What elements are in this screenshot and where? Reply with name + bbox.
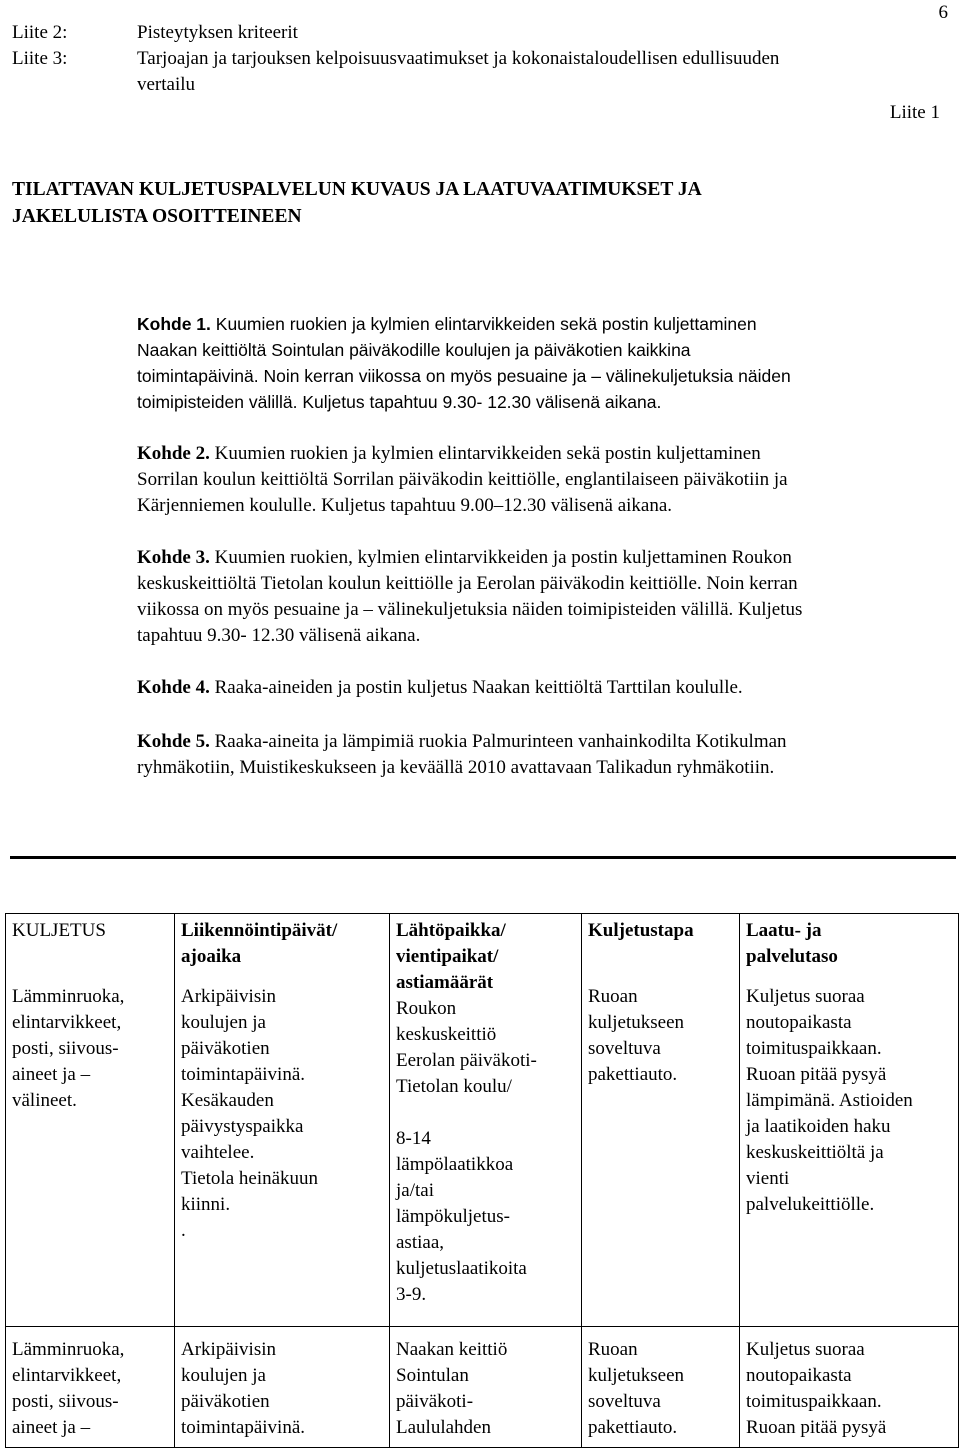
kohde-3-label: Kohde 3. [137, 547, 210, 568]
kuljetustapa-cell: Ruoan kuljetukseen soveltuva pakettiauto. [588, 1339, 685, 1438]
kohde-2-line1 [137, 441, 761, 467]
kohde-4-label: Kohde 4. [137, 677, 210, 698]
kohde-4-text-line1: Raaka-aineiden ja postin kuljetus Naakan keittiöltä Tarttilan koululle. [209, 677, 743, 698]
liite3-label: Liite 3: [12, 48, 68, 69]
table-cell [390, 1327, 582, 1448]
table-cell [582, 1327, 740, 1448]
column-header-laatu: Laatu- ja palvelutaso [746, 920, 838, 967]
kohde-2-text-line1: Kuumien ruokien ja kylmien elintarvikkeiden sekä postin kuljettaminen [209, 443, 761, 464]
kohde-5-label: Kohde 5. [137, 731, 210, 752]
document-title-line1: TILATTAVAN KULJETUSPALVELUN KUVAUS JA LAATUVAATIMUKSET JA [12, 179, 702, 200]
kohde-2-label: Kohde 2. [137, 443, 210, 464]
page-number: 6 [938, 2, 948, 23]
table-cell [175, 1327, 390, 1448]
kohde-1-text-line1: Kuumien ruokien ja kylmien elintarvikkeiden sekä postin kuljettaminen [210, 314, 757, 334]
liite3-text-line1: Tarjoajan ja tarjouksen kelpoisuusvaatimukset ja kokonaistaloudellisen edullisuuden [137, 48, 780, 69]
table-cell [6, 1327, 175, 1448]
kohde-2-text-line3: Kärjenniemen koululle. Kuljetus tapahtuu 9.00–12.30 välisenä aikana. [137, 495, 673, 516]
liite2-label: Liite 2: [12, 22, 68, 43]
kohde-1-text-line4: toimipisteiden välillä. Kuljetus tapahtuu 9.30- 12.30 välisenä aikana. [137, 392, 662, 412]
kohde-2-text-line2: Sorrilan koulun keittiöltä Sorrilan päiväkodin keittiölle, englantilaiseen päiväkotiin ja [137, 469, 788, 490]
kohde-3-text-line4: tapahtuu 9.30- 12.30 välisenä aikana. [137, 625, 421, 646]
table-cell [390, 914, 582, 1327]
kohde-1-line1 [137, 311, 757, 337]
column-header-kuljetustapa: Kuljetustapa [588, 920, 694, 941]
lahtopaikka-cell: Naakan keittiö Sointulan päiväkoti- Laululahden [396, 1339, 508, 1438]
lahtopaikka-cell: Roukon keskuskeittiö Eerolan päiväkoti- Tietolan koulu/ 8-14 lämpölaatikkoa ja/tai lämpökuljetus- astiaa, kuljetuslaatikoita 3-9. [396, 998, 537, 1305]
kuljetus-cell: Lämminruoka, elintarvikkeet, posti, siivous- aineet ja – [12, 1339, 125, 1438]
kohde-3-line1 [137, 545, 792, 571]
kohde-3-text-line2: keskuskeittiöltä Tietolan koulun keittiölle ja Eerolan päiväkodin keittiölle. Noin kerran [137, 573, 798, 594]
kohde-4-line1 [137, 675, 743, 701]
kohde-3-text-line3: viikossa on myös pesuaine ja – välinekuljetuksia näiden toimipisteiden välillä. Kuljetus [137, 599, 803, 620]
kohde-1-label: Kohde 1. [137, 314, 211, 334]
laatu-cell: Kuljetus suoraa noutopaikasta toimituspaikkaan. Ruoan pitää pysyä [746, 1339, 887, 1438]
kohde-1-text-line3: toimintapäivinä. Noin kerran viikossa on myös pesuaine ja – välinekuljetuksia näiden [137, 366, 791, 386]
document-title-line2: JAKELULISTA OSOITTEINEEN [12, 206, 302, 227]
table-cell [175, 914, 390, 1327]
kohde-5-text-line2: ryhmäkotiin, Muistikeskukseen ja keväällä 2010 avattavaan Talikadun ryhmäkotiin. [137, 757, 775, 778]
table-cell [740, 1327, 959, 1448]
liikennointipaivat-cell: Arkipäivisin koulujen ja päiväkotien toimintapäivinä. Kesäkauden päivystyspaikka vaihtelee. Tietola heinäkuun kiinni. . [181, 986, 319, 1241]
liikennointipaivat-cell: Arkipäivisin koulujen ja päiväkotien toimintapäivinä. [181, 1339, 306, 1438]
liite1-label: Liite 1 [889, 102, 940, 123]
kohde-3-text-line1: Kuumien ruokien, kylmien elintarvikkeiden ja postin kuljettaminen Roukon [209, 547, 792, 568]
liite3-text-line2: vertailu [137, 74, 196, 95]
section-divider [10, 856, 956, 859]
table-cell [740, 914, 959, 1327]
liite2-text: Pisteytyksen kriteerit [137, 22, 298, 43]
kohde-5-text-line1: Raaka-aineita ja lämpimiä ruokia Palmurinteen vanhainkodilta Kotikulman [209, 731, 787, 752]
laatu-cell: Kuljetus suoraa noutopaikasta toimituspaikkaan. Ruoan pitää pysyä lämpimänä. Astioiden ja laatikoiden haku keskuskeittiöltä ja vienti palvelukeittiölle. [746, 986, 913, 1215]
kohde-5-line1 [137, 729, 787, 755]
table-row [6, 1327, 959, 1448]
kuljetus-cell: Lämminruoka, elintarvikkeet, posti, siivous- aineet ja – välineet. [12, 986, 125, 1111]
table-row [6, 914, 959, 1327]
kuljetustapa-cell: Ruoan kuljetukseen soveltuva pakettiauto. [588, 986, 685, 1085]
kohde-1-text-line2: Naakan keittiöltä Sointulan päiväkodille koulujen ja päiväkotien kaikkina [137, 340, 691, 360]
table-cell [582, 914, 740, 1327]
column-header-liikennointipaivat: Liikennöintipäivät/ ajoaika [181, 920, 338, 967]
column-header-kuljetus: KULJETUS [12, 920, 106, 941]
transport-table [5, 913, 959, 1448]
column-header-lahtopaikka: Lähtöpaikka/ vientipaikat/ astiamäärät [396, 920, 506, 993]
table-cell [6, 914, 175, 1327]
